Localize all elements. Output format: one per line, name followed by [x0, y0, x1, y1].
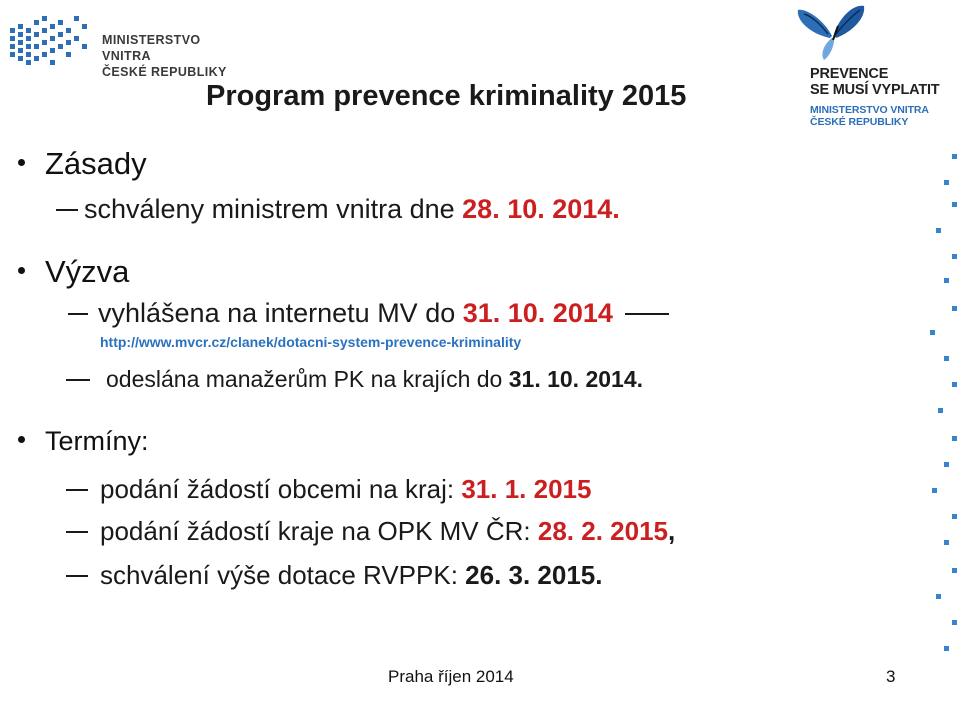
vyzva-item1 [68, 298, 669, 329]
ministry-name [102, 32, 238, 80]
zasady-heading: Zásady [45, 146, 147, 181]
edge-dots-decoration [922, 150, 960, 670]
terminy-item1-date: 31. 1. 2015 [461, 474, 592, 504]
dash-icon [66, 575, 88, 577]
bullet-dot-icon [18, 436, 25, 443]
dash-icon [56, 209, 78, 211]
ministry-name-line2: ČESKÉ REPUBLIKY [102, 65, 227, 79]
footer-place-date: Praha říjen 2014 [388, 667, 514, 686]
ministry-dots-icon [8, 14, 90, 68]
vyzva-item2-text: odeslána manažerům PK na krajích do [106, 366, 509, 392]
zasady-item1-text: schváleny ministrem vnitra dne [84, 194, 463, 224]
terminy-item3-date: 26. 3. 2015. [465, 560, 603, 590]
terminy-heading: Termíny: [45, 426, 149, 456]
dash-icon [66, 379, 90, 381]
terminy-item3-text: schválení výše dotace RVPPK: [100, 560, 466, 590]
vyzva-heading: Výzva [45, 254, 130, 289]
prevence-slogan-line2: SE MUSÍ VYPLATIT [810, 82, 940, 98]
footer-page-number: 3 [886, 667, 896, 686]
dash-icon [68, 313, 88, 315]
terminy-item1-text: podání žádostí obcemi na kraj: [100, 474, 462, 504]
terminy-item2-date: 28. 2. 2015 [537, 516, 668, 546]
terminy-item2 [66, 516, 675, 547]
prevence-ministry-name [810, 104, 929, 128]
terminy-item3 [66, 560, 603, 591]
vyzva-item1-date: 31. 10. 2014 [462, 298, 613, 328]
bullet-zasady [18, 146, 147, 182]
bullet-dot-icon [18, 267, 25, 274]
dash-icon [66, 531, 88, 533]
slide-title: Program prevence kriminality 2015 [206, 80, 687, 112]
prevence-ministry-line1: MINISTERSTVO VNITRA [810, 104, 929, 116]
prevence-slogan-line1: PREVENCE [810, 66, 889, 82]
prevence-logo [794, 0, 960, 140]
terminy-item2-text: podání žádostí kraje na OPK MV ČR: [100, 516, 538, 546]
terminy-item2-suffix: , [668, 516, 676, 546]
terminy-item1 [66, 474, 591, 505]
butterfly-icon [794, 0, 868, 64]
dash-icon [66, 489, 88, 491]
bullet-vyzva [18, 254, 129, 290]
ministry-logo [8, 14, 238, 79]
vyzva-item1-text: vyhlášena na internetu MV do [98, 298, 463, 328]
zasady-item1 [56, 194, 620, 225]
ministry-name-line1: MINISTERSTVO VNITRA [102, 33, 201, 63]
vyzva-link[interactable]: http://www.mvcr.cz/clanek/dotacni-system-prevence-kriminality [100, 334, 522, 350]
dash-icon [625, 313, 669, 315]
prevence-ministry-line2: ČESKÉ REPUBLIKY [810, 116, 909, 128]
vyzva-item2 [66, 366, 643, 393]
prevence-slogan [810, 66, 939, 98]
vyzva-item2-date: 31. 10. 2014. [508, 366, 644, 392]
bullet-terminy [18, 426, 149, 457]
bullet-dot-icon [18, 159, 25, 166]
zasady-item1-date: 28. 10. 2014. [462, 194, 620, 224]
